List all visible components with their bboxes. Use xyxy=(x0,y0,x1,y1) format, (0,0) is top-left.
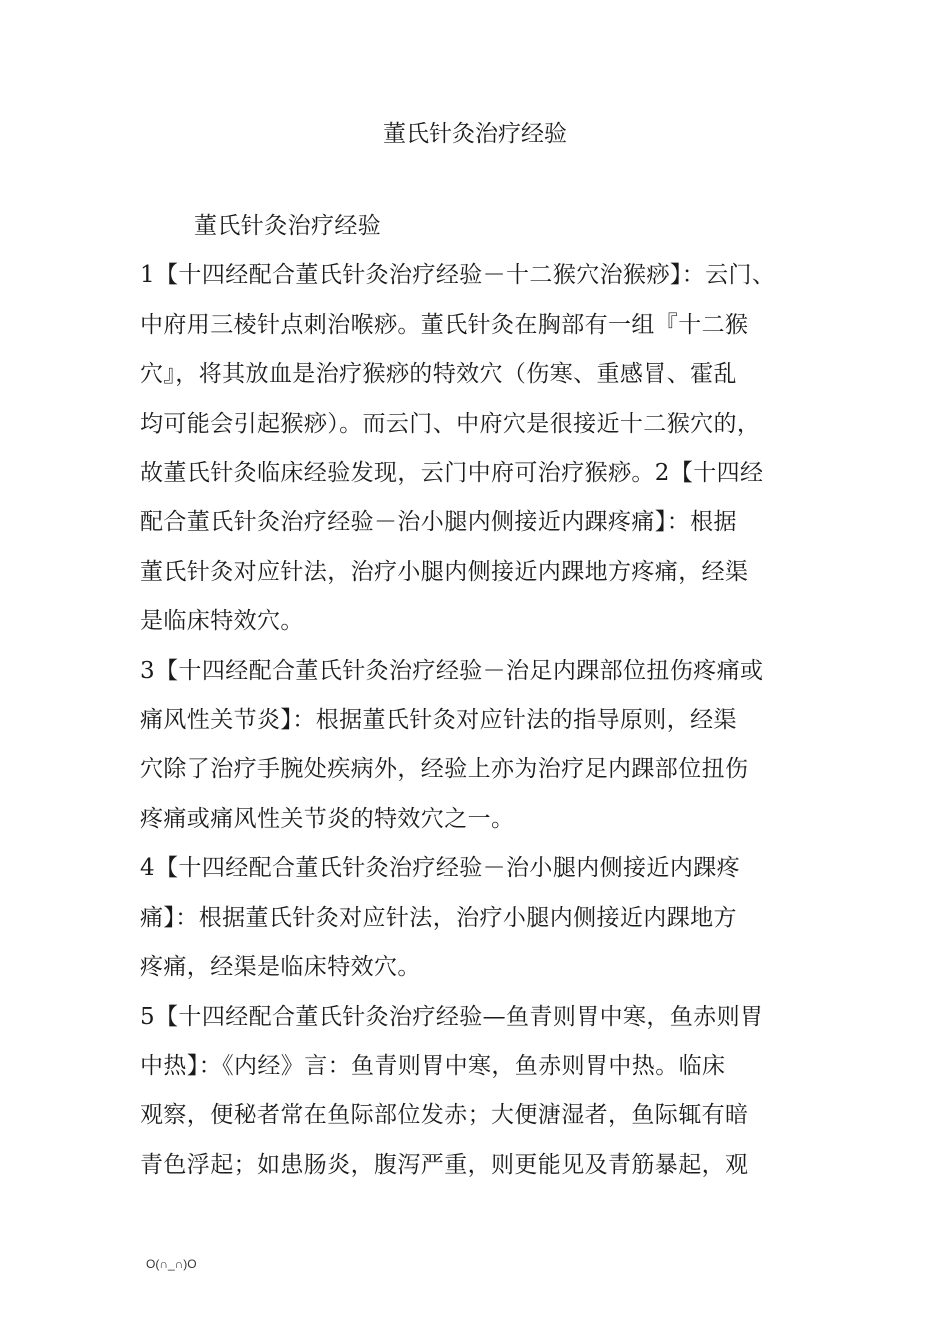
text-line: 疼痛或痛风性关节炎的特效穴之一。 xyxy=(140,805,515,832)
text-line: 观察，便秘者常在鱼际部位发赤；大便溏湿者，鱼际辄有暗 xyxy=(140,1102,749,1129)
text-line: 穴』，将其放血是治疗猴痧的特效穴（伤寒、重感冒、霍乱 xyxy=(140,361,737,388)
text-line: 配合董氏针灸治疗经验－治小腿内侧接近内踝疼痛】：根据 xyxy=(140,509,737,536)
text-line: 青色浮起；如患肠炎，腹泻严重，则更能见及青筋暴起，观 xyxy=(140,1151,749,1178)
text-line: 均可能会引起猴痧）。而云门、中府穴是很接近十二猴穴的， xyxy=(140,410,761,437)
text-line: 5【十四经配合董氏针灸治疗经验—鱼青则胃中寒，鱼赤则胃 xyxy=(140,1003,764,1030)
text-line: 4【十四经配合董氏针灸治疗经验－治小腿内侧接近内踝疼 xyxy=(140,855,741,882)
text-line: 疼痛，经渠是临床特效穴。 xyxy=(140,954,421,981)
text-line: 3【十四经配合董氏针灸治疗经验－治足内踝部位扭伤疼痛或 xyxy=(140,657,764,684)
document-body xyxy=(140,202,830,1190)
page-footer: O(∩_∩)O xyxy=(146,1257,197,1271)
text-line: 是临床特效穴。 xyxy=(140,608,304,635)
section-heading: 董氏针灸治疗经验 xyxy=(194,213,382,239)
text-line: 痛】：根据董氏针灸对应针法，治疗小腿内侧接近内踝地方 xyxy=(140,904,737,931)
text-line: 中热】：《内经》言：鱼青则胃中寒，鱼赤则胃中热。临床 xyxy=(140,1052,726,1079)
text-line: 中府用三棱针点刺治喉痧。董氏针灸在胸部有一组『十二猴 xyxy=(140,311,749,338)
text-line: 董氏针灸对应针法，治疗小腿内侧接近内踝地方疼痛，经渠 xyxy=(140,558,749,585)
text-line: 故董氏针灸临床经验发现，云门中府可治疗猴痧。2【十四经 xyxy=(140,460,764,487)
text-line: 痛风性关节炎】：根据董氏针灸对应针法的指导原则，经渠 xyxy=(140,707,737,734)
text-line: 穴除了治疗手腕处疾病外，经验上亦为治疗足内踝部位扭伤 xyxy=(140,756,749,783)
text-line: 1【十四经配合董氏针灸治疗经验－十二猴穴治猴痧】：云门、 xyxy=(140,262,776,289)
page-title: 董氏针灸治疗经验 xyxy=(383,121,567,147)
